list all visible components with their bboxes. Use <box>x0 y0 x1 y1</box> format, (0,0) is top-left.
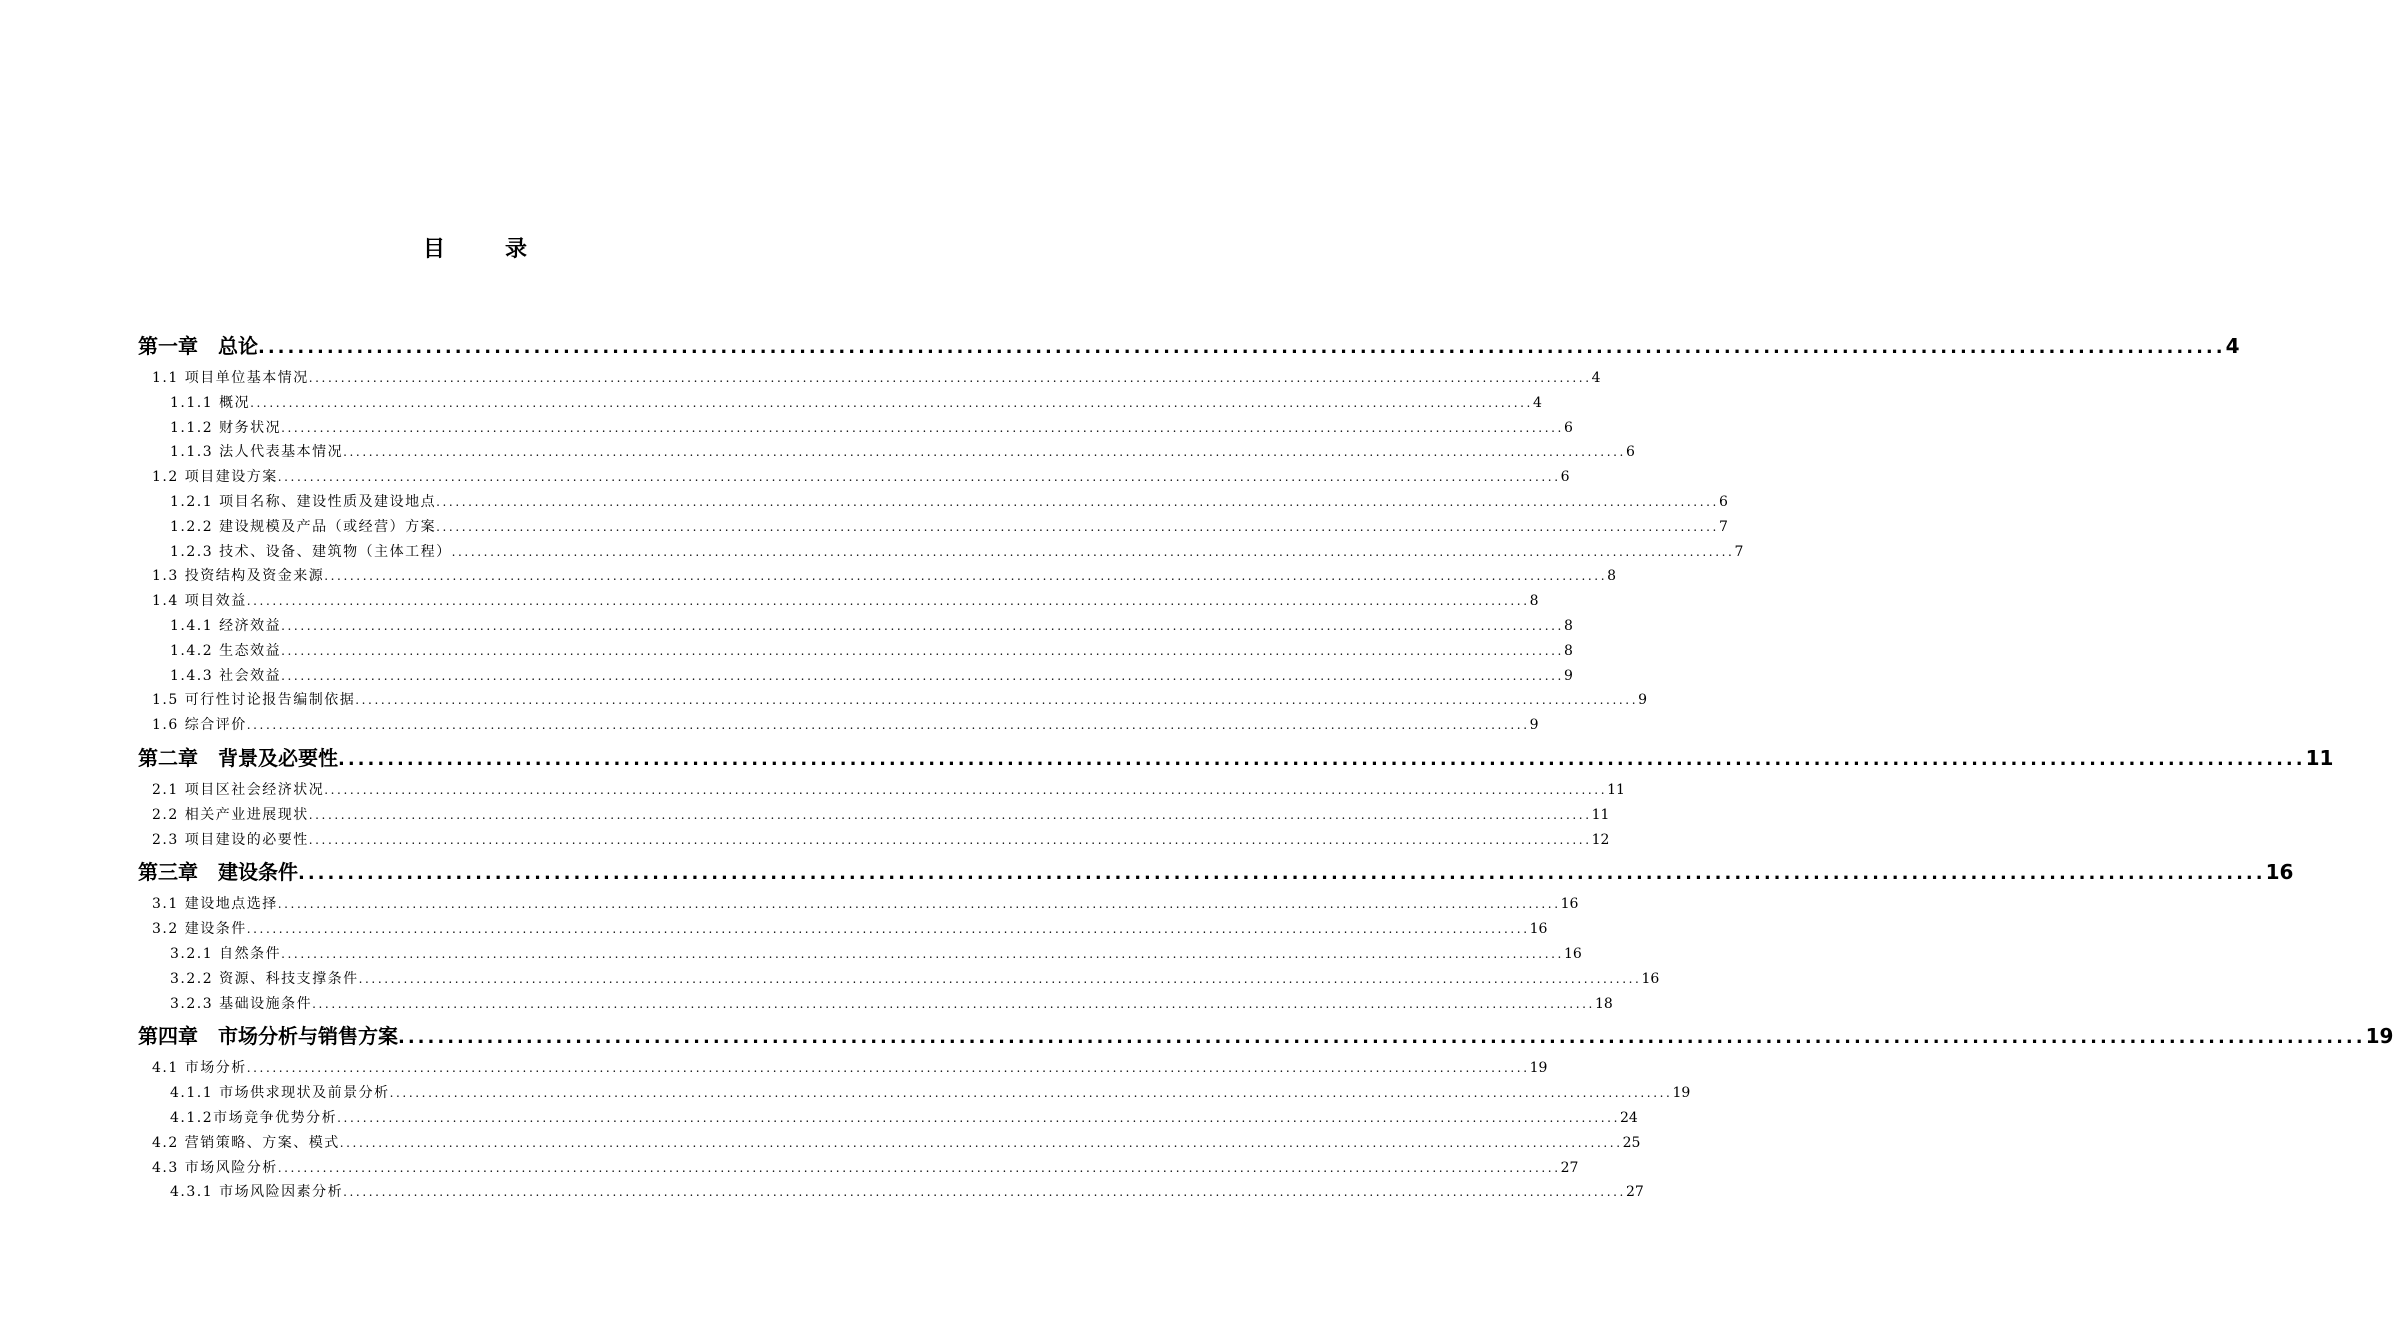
toc-entry-page-number: 6 <box>1563 419 1573 436</box>
toc-entry-page-number: 8 <box>1563 617 1573 634</box>
toc-entry-label: 第一章 总论 <box>138 334 258 358</box>
toc-title <box>0 228 950 272</box>
toc-section-entry[interactable] <box>170 967 1660 992</box>
toc-entry-label: 1.4.3 社会效益 <box>170 667 282 684</box>
toc-entry-label: 1.2.3 技术、设备、建筑物（主体工程） <box>170 543 452 560</box>
toc-leader-dots: ........................................................................................................................................................................................................ <box>277 897 1561 912</box>
toc-title-right: 录 <box>505 237 528 262</box>
toc-entry-label: 3.2.2 资源、科技支撑条件 <box>170 970 359 987</box>
toc-leader-dots: ........................................................................................................................................................................................................ <box>312 996 1595 1011</box>
toc-chapter-entry[interactable] <box>138 738 2334 778</box>
toc-entry-page-number: 4 <box>2225 334 2240 358</box>
toc-section-entry[interactable] <box>170 1106 1638 1131</box>
toc-leader-dots: ........................................................................................................................................................................................................ <box>246 718 1530 733</box>
toc-entry-page-number: 11 <box>1607 781 1625 798</box>
toc-chapter-entry[interactable] <box>138 1016 2393 1056</box>
toc-leader-dots: ........................................................................................................................................................................................................ <box>277 470 1561 485</box>
toc-section-entry[interactable] <box>152 828 1610 853</box>
toc-entry-page-number: 8 <box>1563 642 1573 659</box>
toc-entry-page-number: 16 <box>1641 970 1660 987</box>
toc-section-entry[interactable] <box>170 1081 1691 1106</box>
toc-entry-label: 1.4.1 经济效益 <box>170 617 282 634</box>
toc-leader-dots: ........................................................................................................................................................................................................ <box>324 782 1608 797</box>
toc-section-entry[interactable] <box>170 1180 1644 1205</box>
toc-entry-page-number: 16 <box>1529 921 1548 938</box>
toc-section-entry[interactable] <box>152 803 1610 828</box>
toc-chapter-entry[interactable] <box>138 326 2240 366</box>
toc-section-entry[interactable] <box>152 917 1548 942</box>
toc-entry-page-number: 19 <box>2365 1024 2393 1049</box>
toc-entry-label: 2.2 相关产业进展现状 <box>152 806 309 823</box>
toc-leader-dots: ........................................................................................................................................................................................................ <box>389 1086 1673 1101</box>
toc-section-entry[interactable] <box>170 664 1573 689</box>
toc-entry-label: 1.6 综合评价 <box>152 717 247 734</box>
toc-entry-label: 1.1.1 概况 <box>170 394 251 411</box>
toc-leader-dots: ........................................................................................................................................................................................................ <box>246 1061 1530 1076</box>
toc-leader-dots: ........................................................................................................................................................................................................ <box>337 1110 1621 1125</box>
toc-section-entry[interactable] <box>152 366 1601 391</box>
toc-leader-dots: ........................................................................................................................................................................................................ <box>281 946 1564 961</box>
toc-entry-page-number: 7 <box>1718 518 1728 535</box>
toc-entry-page-number: 4 <box>1591 370 1601 386</box>
toc-entry-page-number: 19 <box>1672 1085 1691 1102</box>
toc-leader-dots: ........................................................................................................................................................................................................ <box>436 494 1719 509</box>
toc-entry-label: 4.1.1 市场供求现状及前景分析 <box>170 1085 390 1102</box>
toc-leader-dots: ........................................................................................................................................................................................................ <box>277 1160 1561 1175</box>
toc-section-entry[interactable] <box>152 564 1617 589</box>
toc-section-entry[interactable] <box>152 892 1579 917</box>
toc-leader-dots: ........................................................................................................................................................................................................ <box>324 569 1608 584</box>
toc-entry-page-number: 9 <box>1638 692 1648 709</box>
toc-leader-dots: ........................................................................................................................................................................................................ <box>355 693 1639 708</box>
toc-section-entry[interactable] <box>152 1131 1641 1156</box>
toc-entry-page-number: 11 <box>1591 806 1610 823</box>
toc-leader-dots: ........................................................................................................................................................................................................ <box>250 395 1533 410</box>
toc-entry-page-number: 6 <box>1718 493 1728 510</box>
toc-entry-label: 1.4.2 生态效益 <box>170 642 282 659</box>
toc-entry-label: 1.1.3 法人代表基本情况 <box>170 444 344 461</box>
toc-section-entry[interactable] <box>152 688 1648 713</box>
toc-leader-dots: ........................................................................................................................................................................................................ <box>308 807 1592 822</box>
toc-entry-label: 3.1 建设地点选择 <box>152 896 278 913</box>
toc-section-entry[interactable] <box>170 540 1744 565</box>
toc-entry-label: 1.1 项目单位基本情况 <box>152 370 309 386</box>
toc-section-entry[interactable] <box>170 614 1573 639</box>
toc-leader-dots: ........................................................................................................................................................................................................ <box>298 863 2266 885</box>
toc-entry-page-number: 16 <box>2265 860 2294 885</box>
toc-entry-page-number: 18 <box>1594 995 1613 1012</box>
toc-entry-page-number: 11 <box>2305 745 2334 770</box>
toc-section-entry[interactable] <box>170 440 1635 465</box>
toc-entry-label: 第二章 背景及必要性 <box>138 745 338 770</box>
toc-leader-dots: ........................................................................................................................................................................................................ <box>343 1185 1626 1200</box>
toc-section-entry[interactable] <box>170 992 1613 1017</box>
toc-entry-label: 1.1.2 财务状况 <box>170 419 282 436</box>
toc-title-left: 目 <box>422 237 445 262</box>
toc-entry-page-number: 27 <box>1625 1184 1644 1201</box>
toc-leader-dots: ........................................................................................................................................................................................................ <box>436 519 1719 534</box>
toc-entry-label: 4.3.1 市场风险因素分析 <box>170 1184 344 1201</box>
toc-entry-label: 2.3 项目建设的必要性 <box>152 831 309 848</box>
toc-entry-label: 4.2 营销策略、方案、模式 <box>152 1134 340 1151</box>
toc-leader-dots: ........................................................................................................................................................................................................ <box>451 544 1735 559</box>
toc-entry-label: 3.2 建设条件 <box>152 921 247 938</box>
toc-section-entry[interactable] <box>152 589 1539 614</box>
toc-section-entry[interactable] <box>152 713 1539 738</box>
toc-entry-page-number: 4 <box>1532 394 1542 411</box>
toc-leader-dots: ........................................................................................................................................................................................................ <box>339 1135 1623 1150</box>
toc-entry-page-number: 9 <box>1563 667 1573 684</box>
toc-entry-label: 1.2.1 项目名称、建设性质及建设地点 <box>170 493 437 510</box>
toc-section-entry[interactable] <box>152 778 1625 803</box>
toc-section-entry[interactable] <box>170 416 1573 441</box>
toc-entry-label: 4.1.2市场竞争优势分析 <box>170 1109 338 1126</box>
toc-leader-dots: ........................................................................................................................................................................................................ <box>281 643 1564 658</box>
toc-entry-page-number: 27 <box>1560 1159 1579 1176</box>
toc-entry-page-number: 19 <box>1529 1060 1548 1077</box>
toc-entry-page-number: 16 <box>1560 896 1579 913</box>
toc-section-entry[interactable] <box>152 1056 1548 1081</box>
toc-section-entry[interactable] <box>170 639 1573 664</box>
toc-entry-label: 2.1 项目区社会经济状况 <box>152 781 325 798</box>
toc-entry-label: 3.2.3 基础设施条件 <box>170 995 313 1012</box>
toc-leader-dots: ........................................................................................................................................................................................................ <box>246 922 1530 937</box>
toc-leader-dots: ........................................................................................................................................................................................................ <box>308 371 1592 385</box>
toc-section-entry[interactable] <box>170 942 1582 967</box>
toc-entry-page-number: 6 <box>1560 469 1570 486</box>
toc-entry-label: 1.4 项目效益 <box>152 593 247 610</box>
toc-leader-dots: ........................................................................................................................................................................................................ <box>281 420 1564 435</box>
toc-leader-dots: ........................................................................................................................................................................................................ <box>246 594 1530 609</box>
toc-leader-dots: ........................................................................................................................................................................................................ <box>343 445 1626 460</box>
toc-section-entry[interactable] <box>170 515 1728 540</box>
toc-section-entry[interactable] <box>152 1156 1579 1181</box>
toc-leader-dots: ........................................................................................................................................................................................................ <box>258 337 2226 358</box>
toc-entry-page-number: 6 <box>1625 444 1635 461</box>
toc-entry-label: 1.5 可行性讨论报告编制依据 <box>152 692 356 709</box>
toc-entry-page-number: 8 <box>1529 593 1539 610</box>
toc-leader-dots: ........................................................................................................................................................................................................ <box>281 618 1564 633</box>
toc-entry-label: 4.1 市场分析 <box>152 1060 247 1077</box>
toc-entry-label: 1.2.2 建设规模及产品（或经营）方案 <box>170 518 437 535</box>
toc-leader-dots: ........................................................................................................................................................................................................ <box>308 832 1592 847</box>
toc-leader-dots: ........................................................................................................................................................................................................ <box>338 748 2306 770</box>
toc-entry-label: 第三章 建设条件 <box>138 860 298 885</box>
toc-entry-page-number: 25 <box>1622 1134 1641 1151</box>
toc-entry-page-number: 16 <box>1563 945 1582 962</box>
toc-chapter-entry[interactable] <box>138 852 2294 892</box>
toc-section-entry[interactable] <box>170 391 1542 416</box>
toc-entry-page-number: 7 <box>1734 543 1744 560</box>
toc-entry-page-number: 8 <box>1607 568 1617 585</box>
toc-section-entry[interactable] <box>170 490 1728 515</box>
toc-section-entry[interactable] <box>152 465 1570 490</box>
toc-leader-dots: ........................................................................................................................................................................................................ <box>281 668 1564 683</box>
toc-entry-label: 1.2 项目建设方案 <box>152 469 278 486</box>
table-of-contents <box>0 326 2393 1205</box>
toc-entry-label: 1.3 投资结构及资金来源 <box>152 568 325 585</box>
toc-leader-dots: ........................................................................................................................................................................................................ <box>398 1027 2366 1049</box>
toc-entry-label: 3.2.1 自然条件 <box>170 945 282 962</box>
toc-entry-label: 第四章 市场分析与销售方案 <box>138 1024 398 1049</box>
toc-leader-dots: ........................................................................................................................................................................................................ <box>358 971 1642 986</box>
toc-entry-page-number: 12 <box>1591 831 1610 848</box>
toc-entry-label: 4.3 市场风险分析 <box>152 1159 278 1176</box>
toc-entry-page-number: 9 <box>1529 717 1539 734</box>
toc-entry-page-number: 24 <box>1620 1109 1638 1126</box>
